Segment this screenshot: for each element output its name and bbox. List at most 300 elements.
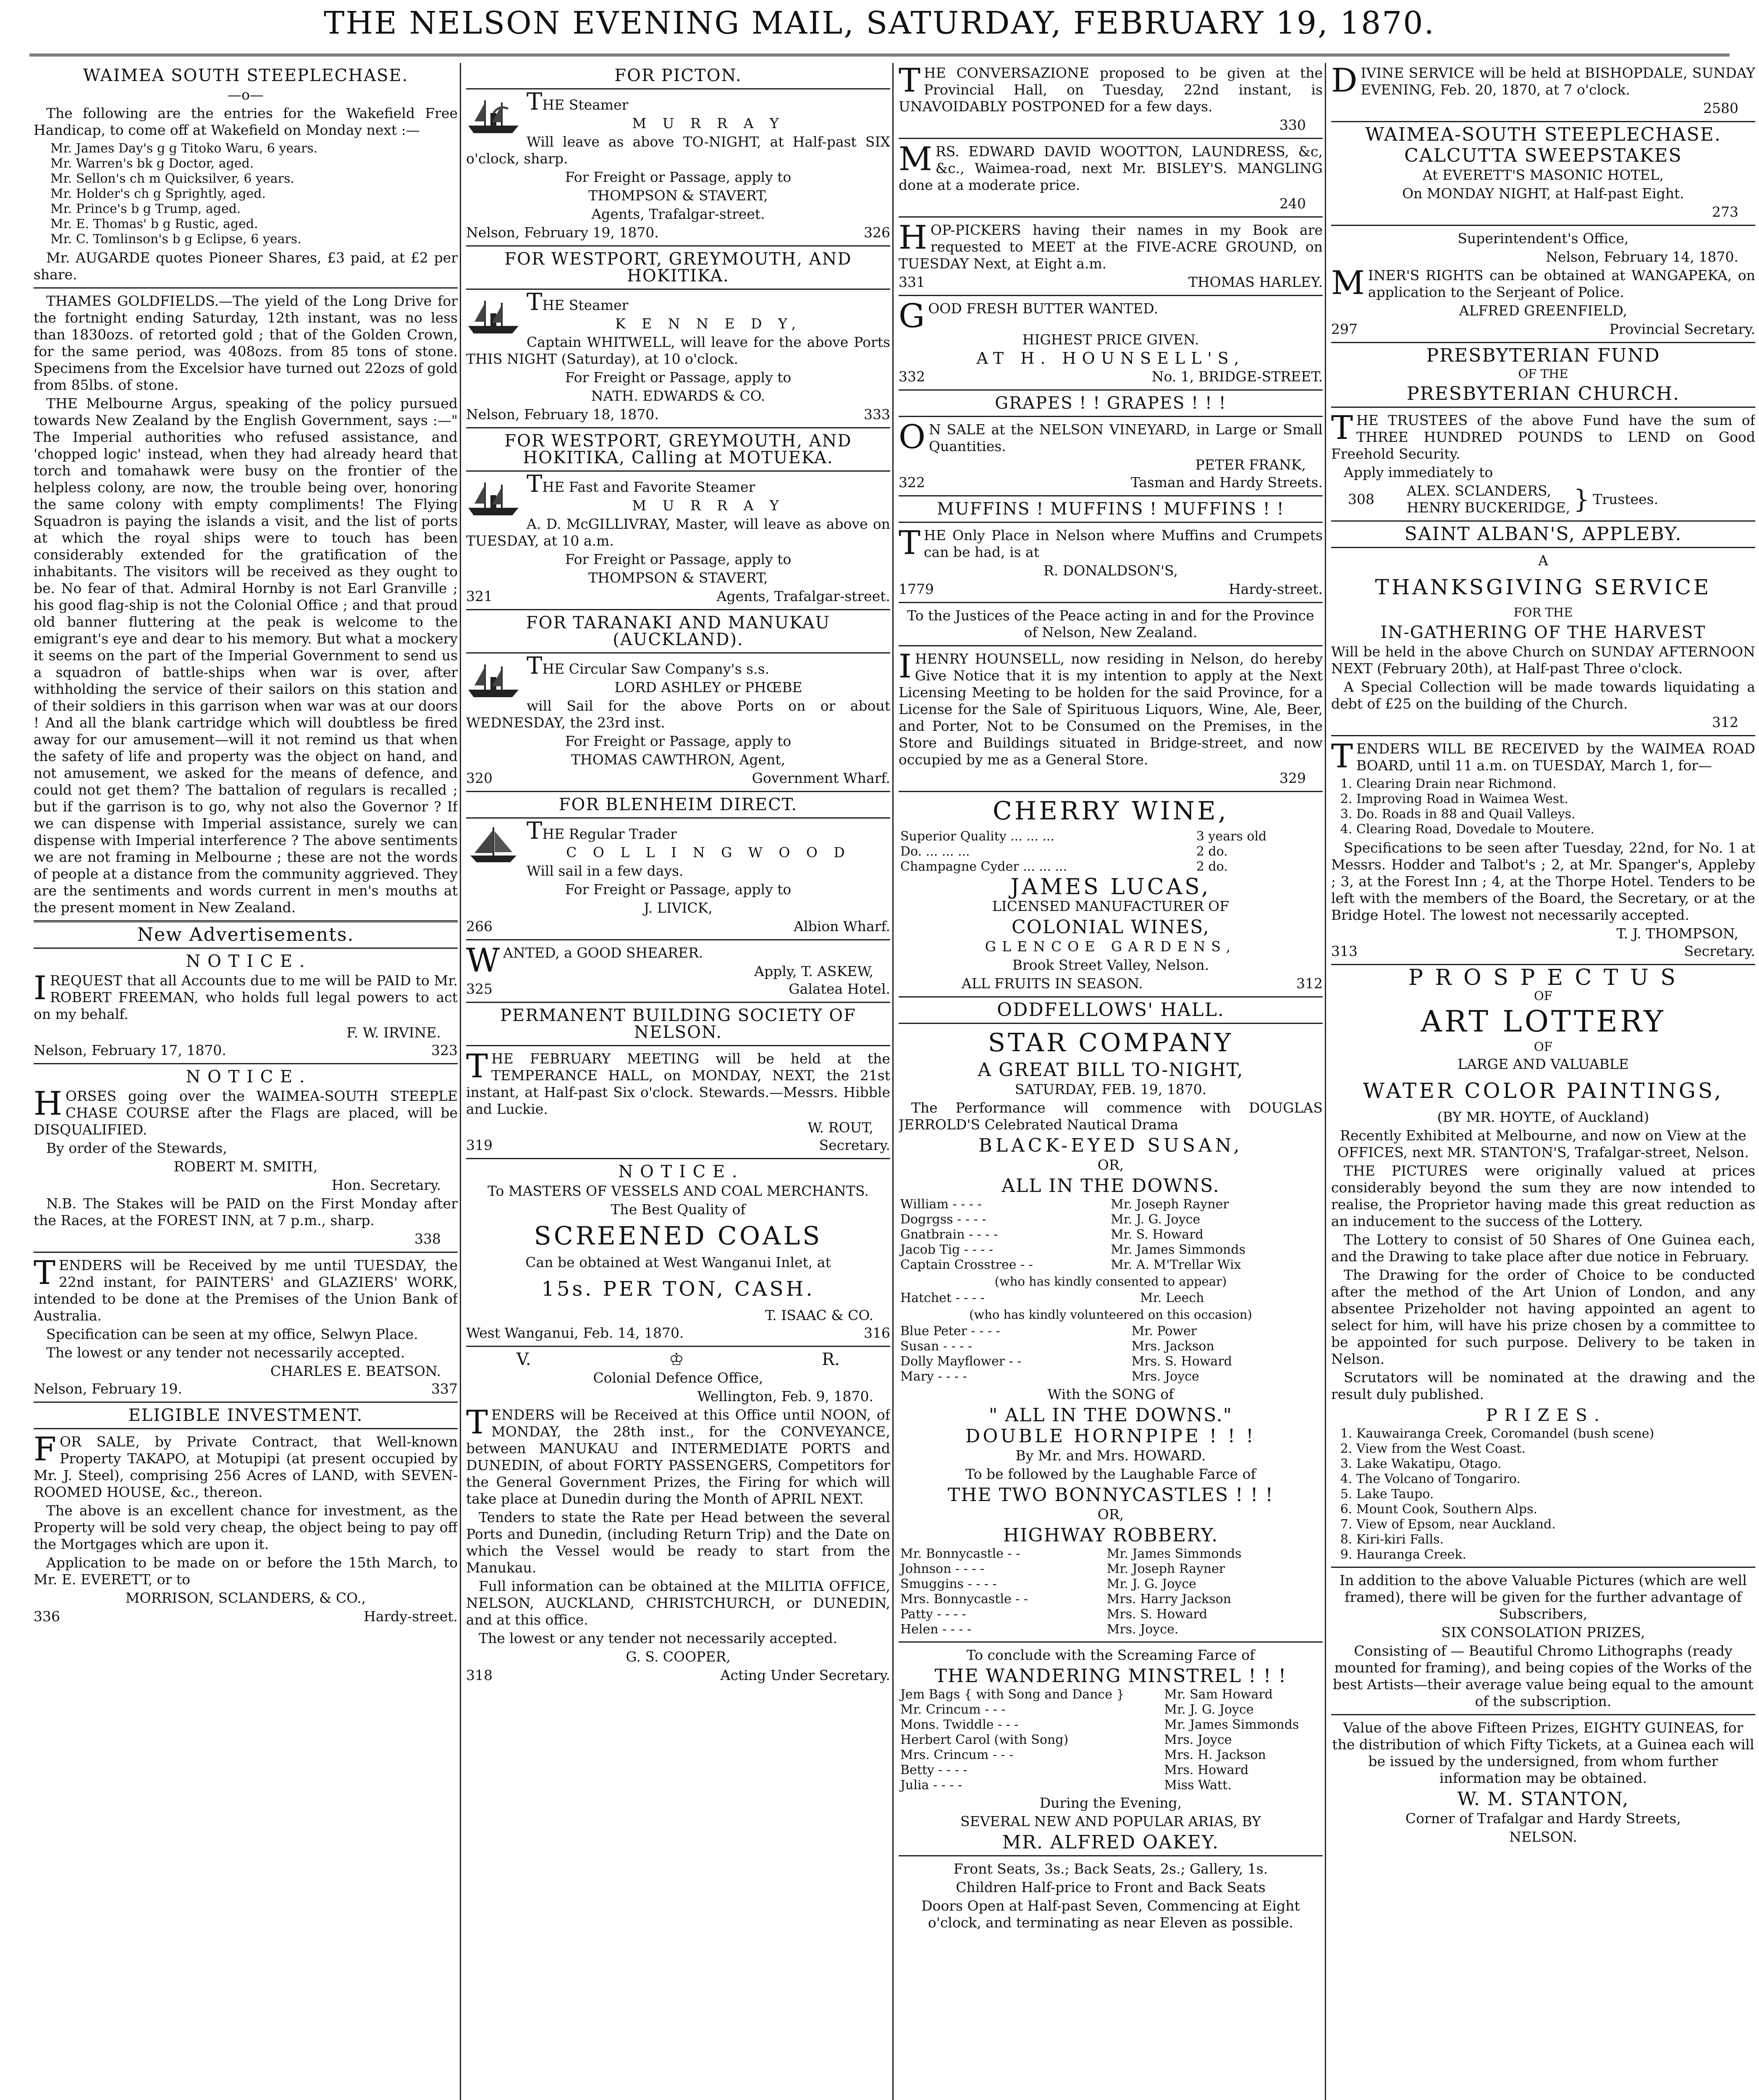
- notice-signature: ROBERT M. SMITH,: [173, 1158, 318, 1175]
- table-row: [899, 1227, 1323, 1242]
- hornpipe: DOUBLE HORNPIPE ! ! !: [965, 1425, 1256, 1447]
- hop-body: [899, 219, 1323, 272]
- taranaki-body2: will Sail for the above Ports on or about WEDNESDAY, the 23rd inst.: [466, 698, 890, 731]
- divider: [1331, 1567, 1755, 1568]
- farce-or: OR,: [1097, 1506, 1124, 1522]
- cast-role: Blue Peter - - - -: [900, 1324, 1000, 1339]
- westport-body: [466, 289, 890, 316]
- column-divider: [892, 63, 894, 2100]
- ad-date: Nelson, February 18, 1870.: [466, 406, 659, 423]
- table-row: [899, 1607, 1323, 1622]
- divider: [899, 416, 1323, 417]
- presbyterian-text: HE TRUSTEES of the above Fund have the sum of THREE HUNDRED POUNDS to LEND on Good Freehold Security.: [1331, 412, 1755, 462]
- farce-title: THE TWO BONNYCASTLES ! ! !: [947, 1484, 1274, 1506]
- divider: [34, 1428, 458, 1429]
- lucas-name: JAMES LUCAS,: [1010, 874, 1211, 900]
- art-lottery-heading: ART LOTTERY: [1421, 1004, 1666, 1039]
- muffins-heading: MUFFINS ! MUFFINS ! MUFFINS ! !: [937, 499, 1285, 519]
- cast-actor: Mrs. S. Howard: [1131, 1354, 1232, 1369]
- freight-line: For Freight or Passage, apply to: [565, 551, 792, 567]
- wine-age: 2 do.: [1196, 844, 1228, 859]
- drop-cap: T: [34, 1254, 56, 1292]
- divider: [34, 1252, 458, 1253]
- table-row: [899, 1763, 1323, 1778]
- ad-number: 1779: [899, 581, 934, 597]
- oakey: MR. ALFRED OAKEY.: [1002, 1832, 1219, 1853]
- prices: Front Seats, 3s.; Back Seats, 2s.; Gallery, 1s.: [953, 1861, 1268, 1877]
- ad-footer: [466, 1137, 890, 1154]
- thames-paragraph: THAMES GOLDFIELDS.—The yield of the Long Drive for the fortnight ending Saturday, 12th instant, was no less than 1830ozs. of retorted gold ; that of the Golden Crown, for the same period, was 408ozs. from 85 tons of stone. Specimens from the Excelsior have turned out 22ozs of gold from 85lbs. of stone.: [34, 293, 458, 393]
- notice-body: [34, 969, 458, 1023]
- drop-cap: T: [466, 1404, 488, 1441]
- divider: [1331, 121, 1755, 122]
- divider: [899, 602, 1323, 603]
- divider: [899, 996, 1323, 998]
- muffins-address: Hardy-street.: [1229, 581, 1323, 597]
- grapes-address: Tasman and Hardy Streets.: [1130, 474, 1323, 491]
- list-item: 4. Clearing Road, Dovedale to Moutere.: [1356, 822, 1755, 837]
- tenders-signature: CHARLES E. BEATSON.: [270, 1363, 441, 1379]
- ad-number: 313: [1331, 943, 1358, 959]
- ship-name: LORD ASHLEY or PHŒBE: [614, 679, 802, 696]
- ad-date: West Wanganui, Feb. 14, 1870.: [466, 1325, 684, 1341]
- table-row: [899, 1324, 1323, 1339]
- defence-paragraph: The lowest or any tender not necessarily accepted.: [479, 1630, 838, 1646]
- blenheim-text: HE Regular Trader: [542, 826, 677, 842]
- divider: [1331, 1714, 1755, 1715]
- freight-line: For Freight or Passage, apply to: [565, 169, 792, 185]
- shearer-apply: Apply, T. ASKEW,: [754, 963, 873, 979]
- crest-v: V.: [516, 1350, 531, 1369]
- divider: [899, 645, 1323, 646]
- list-item: Mr. Prince's b g Trump, aged.: [50, 202, 241, 216]
- drop-cap: G: [899, 297, 925, 335]
- column-divider: [1325, 63, 1326, 2100]
- cast-role: Patty - - - -: [900, 1607, 966, 1622]
- drop-cap: T: [899, 524, 921, 562]
- table-row: [899, 1257, 1323, 1273]
- picton-heading: FOR PICTON.: [614, 66, 742, 85]
- agent-name: J. LIVICK,: [644, 900, 713, 916]
- list-item: 7. View of Epsom, near Auckland.: [1356, 1517, 1755, 1532]
- divider: [466, 1045, 890, 1046]
- divider: [899, 389, 1323, 391]
- coals-heading: SCREENED COALS: [534, 1221, 823, 1251]
- defence-text: ENDERS will be Received at this Office until NOON, of MONDAY, the 28th inst., for the CONVEYANCE, between MANUKAU and INTERMEDIATE PORTS and DUNEDIN, of about FORTY PASSENGERS, Competitors for the General Government Prizes, the Firing for which will take place at Dunedin during the Month of APRIL NEXT.: [466, 1407, 890, 1507]
- calcutta-on: On MONDAY NIGHT, at Half-past Eight.: [1402, 185, 1684, 202]
- doors: Doors Open at Half-past Seven, Commencing at Eight o'clock, and terminating as near Eleven as possible.: [921, 1898, 1300, 1931]
- crest-r: R.: [822, 1350, 840, 1369]
- ad-number: 329: [1279, 770, 1306, 786]
- wootton-text: RS. EDWARD DAVID WOOTTON, LAUNDRESS, &c, &c., Waimea-road, next Mr. BISLEY'S. MANGLING done at a moderate price.: [899, 143, 1323, 193]
- drop-cap: T: [527, 470, 543, 498]
- cast-actor: Mr. J. G. Joyce: [1164, 1702, 1254, 1717]
- watercolor-heading: WATER COLOR PAINTINGS,: [1363, 1079, 1724, 1103]
- entries-list: [50, 141, 458, 247]
- augarde-paragraph: Mr. AUGARDE quotes Pioneer Shares, £3 paid, at £2 per share.: [34, 249, 458, 283]
- cast-note: (who has kindly volunteered on this occasion): [969, 1307, 1252, 1322]
- trustee-name: ALEX. SCLANDERS,: [1407, 483, 1552, 499]
- cast-actor: Mr. Leech: [1140, 1291, 1204, 1305]
- picton-text: HE Steamer: [542, 97, 629, 113]
- divider: [34, 948, 458, 949]
- divider: [1331, 407, 1755, 408]
- steamship-icon: [466, 96, 521, 136]
- masthead-title: THE NELSON EVENING MAIL, SATURDAY, FEBRUARY 19, 1870.: [324, 5, 1435, 41]
- table-row: [899, 1291, 1323, 1306]
- westport-text: HE Steamer: [542, 297, 629, 313]
- blenheim-body: [466, 817, 890, 845]
- ad-footer: [466, 224, 890, 241]
- ad-footer: [466, 981, 890, 998]
- defence-role: Acting Under Secretary.: [720, 1667, 890, 1683]
- ad-number: 240: [1279, 195, 1306, 212]
- cast-role: Gnatbrain - - - -: [900, 1227, 998, 1242]
- notice-role: Hon. Secretary.: [331, 1177, 441, 1193]
- children: Children Half-price to Front and Back Seats: [956, 1879, 1266, 1895]
- cast-role: William - - - -: [900, 1197, 982, 1212]
- ad-footer: [466, 918, 890, 935]
- drop-cap: D: [1331, 63, 1358, 100]
- divider: [34, 287, 458, 289]
- cast-actor: Mr. J. G. Joyce: [1111, 1212, 1201, 1227]
- miners-office: Superintendent's Office,: [1458, 230, 1629, 247]
- eligible-paragraph: Application to be made on or before the 15th March, to Mr. E. EVERETT, or to: [34, 1554, 458, 1588]
- notice-text: ORSES going over the WAIMEA-SOUTH STEEPLE CHASE COURSE after the Flags are placed, will be DISQUALIFIED.: [34, 1088, 458, 1138]
- st-albans-heading: SAINT ALBAN'S, APPLEBY.: [1404, 523, 1682, 545]
- minstrel-title: THE WANDERING MINSTREL ! ! !: [934, 1665, 1287, 1687]
- agent-address: Agents, Trafalgar-street.: [591, 206, 765, 222]
- butter-at: AT H. HOUNSELL'S,: [976, 349, 1245, 368]
- scrutators-paragraph: Scrutators will be nominated at the drawing and the result duly published.: [1331, 1369, 1755, 1402]
- list-item: Mr. E. Thomas' b g Rustic, aged.: [50, 217, 258, 231]
- list-item: 3. Lake Wakatipu, Otago.: [1356, 1457, 1755, 1472]
- cast-actor: Mr. Power: [1131, 1324, 1197, 1339]
- presbyterian-church: PRESBYTERIAN CHURCH.: [1406, 383, 1680, 404]
- divider: [1331, 547, 1755, 548]
- consolation-heading: SIX CONSOLATION PRIZES,: [1441, 1624, 1645, 1641]
- notice-order: By order of the Stewards,: [46, 1140, 227, 1156]
- ad-footer: [899, 474, 1323, 491]
- drop-cap: W: [466, 942, 500, 979]
- drama-subtitle: ALL IN THE DOWNS.: [1001, 1175, 1220, 1197]
- wine-quality: Do. ... ... ...: [900, 844, 970, 859]
- drop-cap: T: [527, 88, 543, 116]
- list-item: Mr. Holder's ch g Sprightly, aged.: [50, 186, 266, 201]
- list-item: Mr. C. Tomlinson's b g Eclipse, 6 years.: [50, 232, 301, 247]
- cast-role: Helen - - - -: [900, 1622, 972, 1637]
- cast-actor: Mr. Joseph Rayner: [1106, 1562, 1225, 1576]
- cast-actor: Mrs. S. Howard: [1106, 1607, 1208, 1622]
- lottery-paragraph: The Lottery to consist of 50 Shares of One Guinea each, and the Drawing to take place after due notice in February.: [1331, 1231, 1755, 1265]
- notice-heading: N O T I C E .: [618, 1162, 738, 1181]
- agent-name: THOMAS CAWTHRON, Agent,: [571, 751, 786, 768]
- cast-role: Betty - - - -: [900, 1763, 967, 1777]
- harvest-heading: IN-GATHERING OF THE HARVEST: [1380, 623, 1706, 642]
- grapes-signature: PETER FRANK,: [1195, 457, 1306, 473]
- divider: [899, 1855, 1323, 1856]
- prospectus-heading: P R O S P E C T U S: [1408, 965, 1678, 990]
- cast-role: Herbert Carol (with Song): [900, 1732, 1069, 1747]
- ship-name: K E N N E D Y,: [615, 315, 802, 332]
- cast-actor: Mrs. Joyce.: [1106, 1622, 1179, 1637]
- trustee-name: HENRY BUCKERIDGE,: [1407, 499, 1570, 516]
- consisting-paragraph: Consisting of — Beautiful Chromo Lithographs (ready mounted for framing), and being copies of the Works of the best Artists—their average value being equal to the amount of the subscription.: [1333, 1643, 1754, 1709]
- ship-name: C O L L I N G W O O D: [566, 844, 851, 861]
- cast-actor: Mrs. Howard: [1164, 1763, 1249, 1777]
- defence-paragraph: Full information can be obtained at the MILITIA OFFICE, NELSON, AUCKLAND, CHRISTCHURCH, or DUNEDIN, and at this office.: [466, 1578, 890, 1628]
- divider: [466, 1346, 890, 1347]
- exhibited: Recently Exhibited at Melbourne, and now on View at the OFFICES, next MR. STANTON'S, Trafalgar-street, Nelson.: [1337, 1127, 1749, 1160]
- st-albans-a: A: [1538, 552, 1548, 569]
- road-tenders-body: [1331, 740, 1755, 774]
- presbyterian-heading: PRESBYTERIAN FUND: [1426, 345, 1660, 366]
- ship-name: M U R R A Y: [632, 497, 785, 514]
- drop-cap: M: [1331, 264, 1365, 302]
- ad-number: 318: [466, 1667, 493, 1683]
- wine-heading: CHERRY WINE,: [993, 796, 1229, 826]
- wine-quality: Champagne Cyder ... ... ...: [900, 859, 1067, 874]
- hornpipe-by: By Mr. and Mrs. HOWARD.: [1015, 1447, 1206, 1464]
- cast-role: Julia - - - -: [900, 1778, 962, 1793]
- eligible-footer: [34, 1608, 458, 1625]
- cast-role: Jem Bags { with Song and Dance }: [900, 1687, 1125, 1702]
- table-row: [899, 1577, 1323, 1592]
- defence-signature: G. S. COOPER,: [626, 1648, 731, 1665]
- wine-table: [899, 829, 1323, 874]
- cast-role: Captain Crosstree - -: [900, 1257, 1033, 1272]
- building-role: Secretary.: [819, 1137, 890, 1153]
- divider: [466, 427, 890, 428]
- ad-number: 331: [899, 274, 925, 290]
- agent-name: THOMPSON & STAVERT,: [588, 570, 768, 586]
- list-item: 5. Lake Taupo.: [1356, 1487, 1755, 1502]
- crown-icon: ♔: [668, 1350, 684, 1369]
- divider: [466, 1158, 890, 1159]
- coals-price: 15s. PER TON, CASH.: [541, 1277, 815, 1301]
- lucas-wines: COLONIAL WINES,: [1012, 916, 1210, 938]
- star-performance: The Performance will commence with DOUGLAS JERROLD'S Celebrated Nautical Drama: [899, 1100, 1323, 1133]
- grapes-text: N SALE at the NELSON VINEYARD, in Large or Small Quantities.: [928, 421, 1323, 454]
- justices-body: [899, 648, 1323, 768]
- list-item: 2. View from the West Coast.: [1356, 1441, 1755, 1457]
- ad-number: 312: [1712, 714, 1738, 730]
- table-row: [899, 1562, 1323, 1577]
- notice-text: REQUEST that all Accounts due to me will be PAID to Mr. ROBERT FREEMAN, who holds full legal powers to act on my behalf.: [34, 972, 458, 1022]
- song-intro: With the SONG of: [1047, 1386, 1174, 1402]
- cast-actor: Mr. A. M'Trellar Wix: [1111, 1257, 1241, 1272]
- divider: [899, 495, 1323, 496]
- column-3: [899, 63, 1323, 2100]
- ad-number: 330: [1279, 117, 1306, 133]
- list-item: 4. The Volcano of Tongariro.: [1356, 1472, 1755, 1487]
- stanton-address: Corner of Trafalgar and Hardy Streets,: [1405, 1810, 1681, 1827]
- notice-footer: [34, 1042, 458, 1059]
- tenders-footer: [34, 1381, 458, 1397]
- agent-name: THOMPSON & STAVERT,: [588, 187, 768, 204]
- coals-to: To MASTERS OF VESSELS AND COAL MERCHANTS.: [488, 1183, 869, 1199]
- ad-number: 326: [864, 224, 890, 241]
- steamship-icon: [466, 478, 521, 518]
- cast-role: Johnson - - - -: [900, 1562, 985, 1576]
- cast-actor: Mrs. Jackson: [1131, 1339, 1214, 1354]
- cast-table: [899, 1546, 1323, 1637]
- column-1: [34, 63, 458, 2100]
- motueka-body2: A. D. McGILLIVRAY, Master, will leave as above on TUESDAY, at 10 a.m.: [466, 516, 890, 549]
- cast-role: Hatchet - - - -: [900, 1291, 985, 1305]
- st-albans-for: FOR THE: [1513, 605, 1573, 620]
- table-row: [899, 1212, 1323, 1227]
- divider: [466, 939, 890, 940]
- trustees-label: Trustees.: [1593, 491, 1659, 507]
- value-paragraph: Value of the above Fifteen Prizes, EIGHTY GUINEAS, for the distribution of which Fifty Tickets, at a Guinea each will be issued by the undersigned, from whom further information may be obtained.: [1332, 1719, 1754, 1786]
- lucas-address: Brook Street Valley, Nelson.: [1012, 957, 1209, 973]
- drama-title: BLACK-EYED SUSAN,: [978, 1135, 1243, 1156]
- presbyterian-apply: Apply immediately to: [1344, 464, 1493, 480]
- column-divider: [460, 63, 461, 2100]
- table-row: [899, 844, 1323, 859]
- ad-footer: [466, 770, 890, 787]
- drop-cap: O: [899, 418, 925, 456]
- pictures-paragraph: THE PICTURES were originally valued at prices considerably beyond the sum they are now intended to realise, the Proprietor having made this great reduction as an inducement to the success of the Lottery.: [1331, 1163, 1755, 1229]
- ad-number: 338: [414, 1231, 441, 1247]
- cast-role: Smuggins - - - -: [900, 1577, 997, 1591]
- divider: [466, 791, 890, 792]
- picton-body: [466, 88, 890, 116]
- divider: [899, 791, 1323, 792]
- conversazione-body: [899, 65, 1323, 115]
- drop-cap: H: [899, 219, 928, 257]
- wine-quality: Superior Quality ... ... ...: [900, 829, 1055, 844]
- divider: [899, 522, 1323, 523]
- eligible-text: OR SALE, by Private Contract, that Well-known Property TAKAPO, at Motupipi (at present occupied by Mr. J. Steel), comprising 256 Acres of LAND, with SEVEN-ROOMED HOUSE, &c., thereon.: [34, 1433, 458, 1500]
- road-tenders-text: ENDERS WILL BE RECEIVED by the WAIMEA ROAD BOARD, until 11 a.m. on TUESDAY, March 1, for—: [1356, 740, 1755, 774]
- coals-body: Can be obtained at West Wanganui Inlet, at: [525, 1254, 831, 1270]
- cast-role: Mr. Bonnycastle - -: [900, 1546, 1020, 1561]
- ad-number: 316: [864, 1325, 890, 1341]
- list-item: 3. Do. Roads in 88 and Quail Valleys.: [1356, 807, 1755, 822]
- calcutta-at: At EVERETT'S MASONIC HOTEL,: [1422, 167, 1664, 183]
- divider: [466, 609, 890, 610]
- drop-cap: F: [34, 1431, 57, 1468]
- shearer-address: Galatea Hotel.: [789, 981, 890, 997]
- cast-table: [899, 1324, 1323, 1384]
- large-valuable: LARGE AND VALUABLE: [1458, 1056, 1629, 1072]
- shearer-text: ANTED, a GOOD SHEARER.: [503, 945, 703, 961]
- ad-footer: [466, 1667, 890, 1684]
- divider: [899, 295, 1323, 296]
- ad-number: 325: [466, 981, 493, 997]
- steeplechase-intro: The following are the entries for the Wakefield Free Handicap, to come off at Wakefield on Monday next :—: [34, 105, 458, 138]
- divider: [899, 138, 1323, 139]
- ad-number: 319: [466, 1137, 493, 1153]
- ad-number: 297: [1331, 321, 1358, 337]
- justices-heading: To the Justices of the Peace acting in and for the Province of Nelson, New Zealand.: [907, 607, 1314, 640]
- cast-table: [899, 1291, 1323, 1306]
- motueka-heading: FOR WESTPORT, GREYMOUTH, AND HOKITIKA, Calling at MOTUEKA.: [504, 431, 852, 467]
- ad-footer: [899, 581, 1323, 598]
- cast-role: Mrs. Crincum - - -: [900, 1748, 1014, 1762]
- ad-date: Nelson, February 19, 1870.: [466, 224, 659, 241]
- blenheim-heading: FOR BLENHEIM DIRECT.: [558, 795, 798, 814]
- drop-cap: H: [34, 1085, 63, 1123]
- divider: [899, 1641, 1323, 1643]
- cast-actor: Mr. Sam Howard: [1164, 1687, 1273, 1702]
- muffins-text: HE Only Place in Nelson where Muffins and Crumpets can be had, is at: [924, 527, 1323, 560]
- list-item: Mr. Sellon's ch m Quicksilver, 6 years.: [50, 171, 294, 186]
- waimea-heading: WAIMEA-SOUTH STEEPLECHASE.: [1365, 124, 1721, 145]
- cast-actor: Mr. S. Howard: [1111, 1227, 1203, 1242]
- ad-number: 332: [899, 368, 925, 385]
- tenders-text: ENDERS will be Received by me until TUESDAY, the 22nd instant, for PAINTERS' and GLAZIERS' WORK, intended to be done at the Premises of the Union Bank of Australia.: [34, 1257, 458, 1324]
- miners-text: INER'S RIGHTS can be obtained at WANGAPEKA, on application to the Serjeant of Police.: [1368, 267, 1755, 300]
- minstrel-intro: To conclude with the Screaming Farce of: [966, 1647, 1255, 1663]
- building-text: HE FEBRUARY MEETING will be held at the TEMPERANCE HALL, on MONDAY, NEXT, the 21st instant, at Half-past Six o'clock. Stewards.—Messrs. Hibble and Luckie.: [466, 1050, 890, 1117]
- butter-address: No. 1, BRIDGE-STREET.: [1151, 368, 1323, 385]
- hall-heading: ODDFELLOWS' HALL.: [997, 999, 1224, 1021]
- freight-line: For Freight or Passage, apply to: [565, 733, 792, 749]
- lucas-gardens: GLENCOE GARDENS,: [985, 938, 1237, 955]
- column-2: [466, 63, 890, 2100]
- wine-age: 3 years old: [1196, 829, 1267, 844]
- trustees-block: [1331, 483, 1755, 516]
- cast-role: Mrs. Bonnycastle - -: [900, 1592, 1028, 1606]
- drop-cap: T: [1331, 409, 1353, 447]
- ad-number: 266: [466, 918, 493, 934]
- drawing-paragraph: The Drawing for the order of Choice to be conducted after the method of the Art Union of London, and any absentee Prizeholder not having appointed an agent to select for him, will have his prize chosen by a committee to be appointed for such purpose. Delivery to be taken in Nelson.: [1331, 1267, 1755, 1367]
- ad-number: 322: [899, 474, 925, 491]
- divider: [466, 1002, 890, 1003]
- drop-cap: T: [527, 817, 543, 845]
- miners-date: Nelson, February 14, 1870.: [1546, 249, 1738, 265]
- cast-note: (who has kindly consented to appear): [994, 1274, 1227, 1289]
- miners-body: [1331, 264, 1755, 302]
- list-item: 8. Kiri-kiri Falls.: [1356, 1532, 1755, 1547]
- drop-cap: T: [527, 652, 543, 680]
- miners-role: Provincial Secretary.: [1609, 321, 1755, 337]
- drop-cap: I: [34, 969, 47, 1007]
- thanksgiving-heading: THANKSGIVING SERVICE: [1375, 575, 1712, 599]
- divider: [1331, 520, 1755, 522]
- list-item: Mr. James Day's g g Titoko Waru, 6 years.: [50, 141, 318, 156]
- notice-nb: N.B. The Stakes will be PAID on the First Monday after the Races, at the FOREST INN, at 7 p.m., sharp.: [34, 1195, 458, 1228]
- muffins-signature: R. DONALDSON'S,: [1043, 562, 1178, 579]
- ad-number: 320: [466, 770, 493, 786]
- cast-role: Jacob Tig - - - -: [900, 1242, 994, 1257]
- building-body: [466, 1047, 890, 1118]
- drop-cap: T: [899, 63, 921, 100]
- presbyterian-of: OF THE: [1518, 367, 1568, 381]
- steamship-icon: [466, 297, 521, 336]
- building-society-heading: PERMANENT BUILDING SOCIETY OF NELSON.: [500, 1006, 856, 1042]
- artist-credit: (BY MR. HOYTE, of Auckland): [1437, 1109, 1649, 1125]
- divider: [34, 920, 458, 922]
- cast-table: [899, 1687, 1323, 1793]
- conversazione-text: HE CONVERSAZIONE proposed to be given at the Provincial Hall, on Tuesday, 22nd instant, is UNAVOIDABLY POSTPONED for a few days.: [899, 65, 1323, 115]
- cast-role: Mons. Twiddle - - -: [900, 1717, 1019, 1732]
- steeplechase-heading: WAIMEA SOUTH STEEPLECHASE.: [83, 66, 409, 85]
- butter-text: OOD FRESH BUTTER WANTED.: [928, 300, 1159, 317]
- table-row: [899, 859, 1323, 874]
- tenders-lowest: The lowest or any tender not necessarily accepted.: [46, 1344, 405, 1361]
- sailing-ship-icon: [466, 825, 521, 865]
- ad-number: 337: [431, 1381, 458, 1397]
- freight-line: For Freight or Passage, apply to: [565, 881, 792, 898]
- masthead: [0, 0, 1759, 55]
- eligible-signature: MORRISON, SCLANDERS, & CO.,: [125, 1590, 366, 1606]
- ad-footer: [1331, 321, 1755, 338]
- road-tenders-signature: T. J. THOMPSON,: [1616, 925, 1738, 942]
